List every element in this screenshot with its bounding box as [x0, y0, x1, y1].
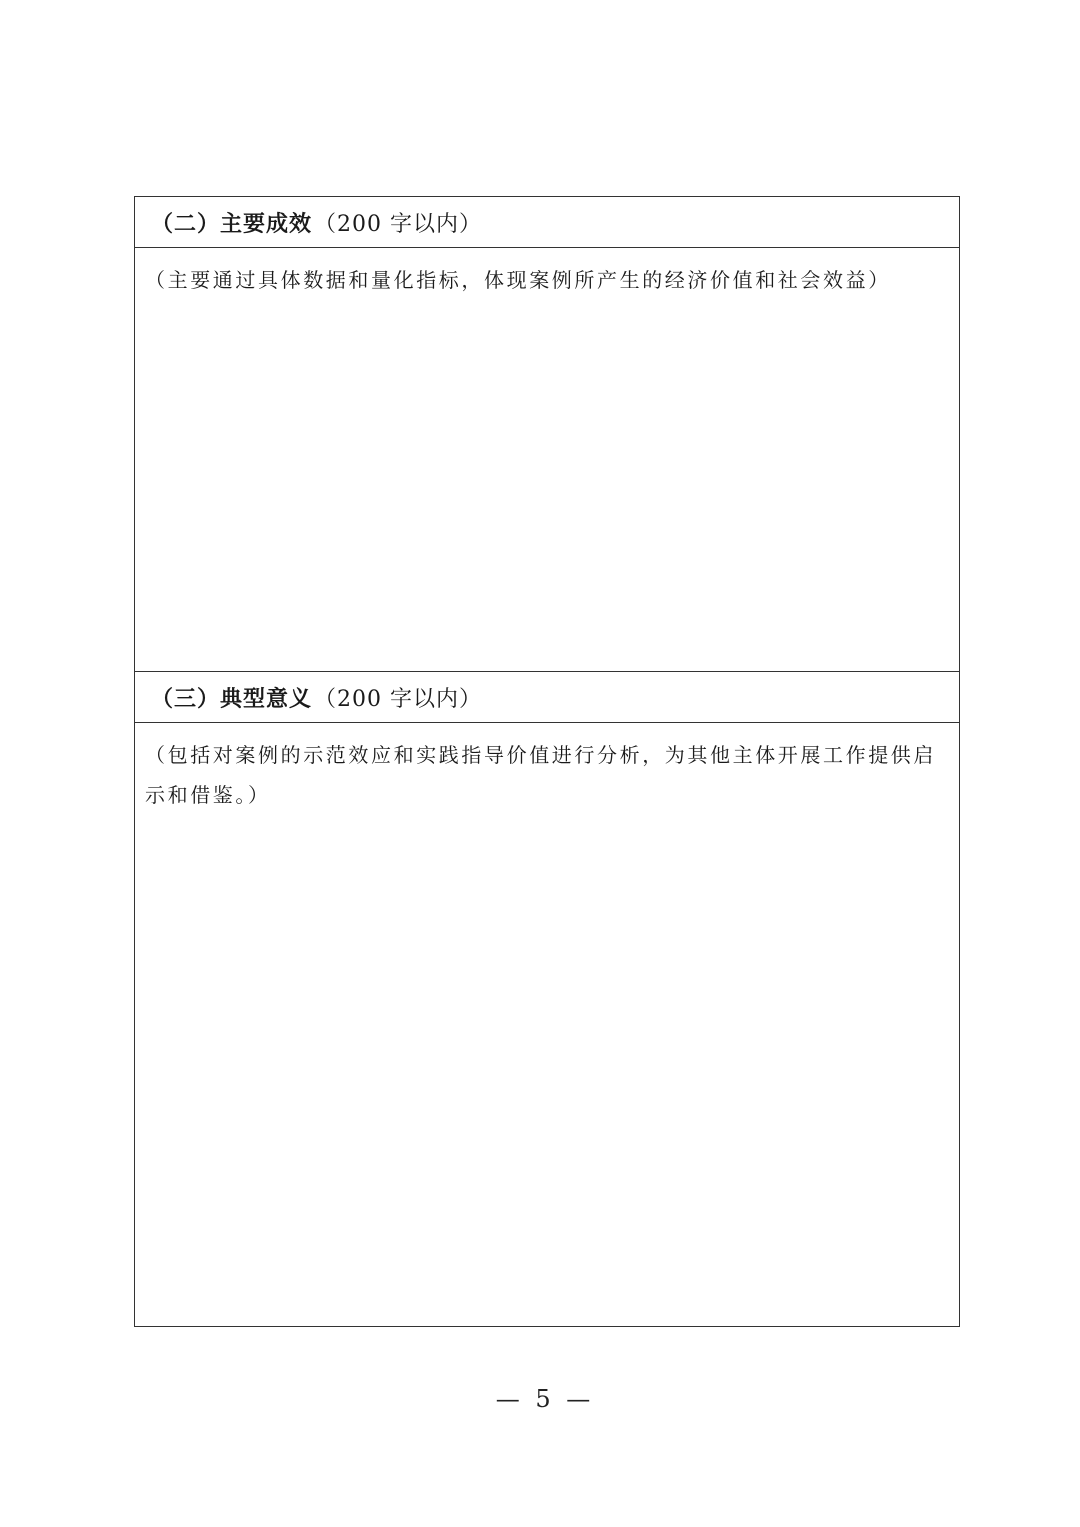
- form-table: [134, 196, 960, 1327]
- page-number: — 5 —: [495, 1385, 595, 1413]
- word-limit-typical-significance: （200 字以内）: [314, 686, 483, 712]
- section-body-typical-significance[interactable]: [135, 723, 959, 1326]
- section-title-typical-significance: （三）典型意义: [151, 685, 313, 712]
- section-title-main-results: （二）主要成效: [151, 210, 313, 237]
- section-body-main-results[interactable]: [135, 248, 959, 672]
- word-limit-main-results: （200 字以内）: [314, 211, 483, 237]
- section-header-main-results: [135, 197, 959, 248]
- hint-text-main-results: （主要通过具体数据和量化指标，体现案例所产生的经济价值和社会效益）: [145, 268, 891, 292]
- section-header-typical-significance: [135, 672, 959, 723]
- hint-text-typical-significance: （包括对案例的示范效应和实践指导价值进行分析，为其他主体开展工作提供启示和借鉴。）: [145, 743, 936, 807]
